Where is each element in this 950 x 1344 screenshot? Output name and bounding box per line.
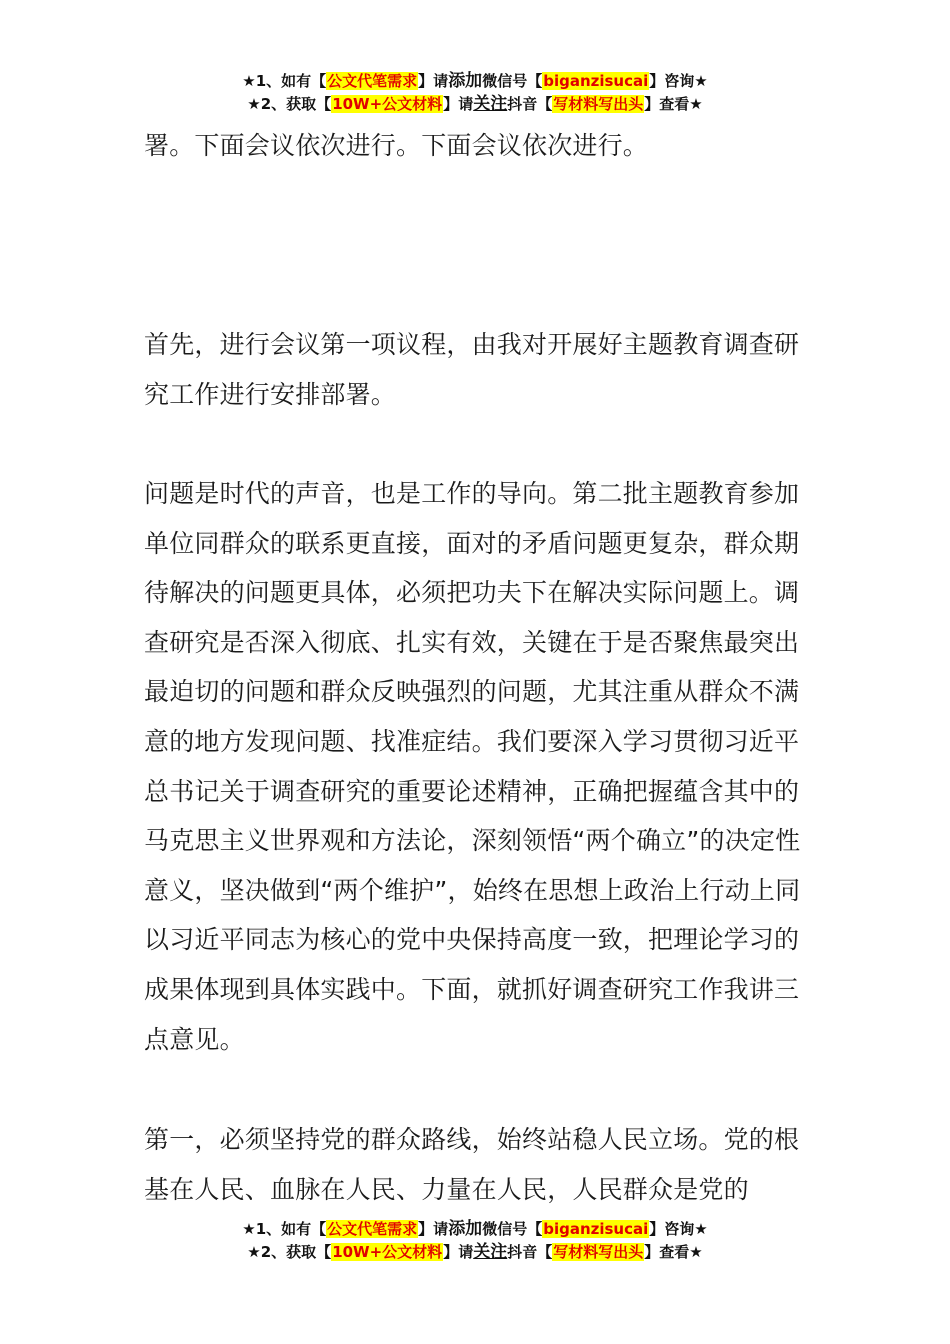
banner-text: 】咨询★ [649,1220,708,1238]
banner-emphasis: 关注 [473,1242,508,1262]
banner-wechat-id: biganzisucai [543,72,649,90]
banner-text: 抖音【 [507,1243,553,1261]
banner-line-2 [0,93,950,116]
banner-highlight: 10W+公文材料 [332,95,443,113]
banner-text: 】请 [443,1243,474,1261]
banner-text: 】查看★ [644,1243,703,1261]
header-banner [0,70,950,116]
banner-highlight: 公文代笔需求 [327,1220,418,1238]
paragraph-first-point: 第一，必须坚持党的群众路线，始终站稳人民立场。党的根基在人民、血脉在人民、力量在人民，人民群众是党的 [144,1125,800,1204]
banner-text: 】请 [443,95,474,113]
banner-text: ★2、获取【 [247,95,332,113]
banner-text: 】咨询★ [649,72,708,90]
banner-highlight: 10W+公文材料 [332,1243,443,1261]
banner-highlight: 公文代笔需求 [327,72,418,90]
banner-text: 抖音【 [507,95,553,113]
banner-text: 】请 [418,1220,449,1238]
footer-banner [0,1218,950,1264]
banner-emphasis: 添加 [448,1219,483,1239]
banner-douyin-id: 写材料写出头 [553,95,644,113]
banner-text: 微信号【 [482,72,543,90]
banner-douyin-id: 写材料写出头 [553,1243,644,1261]
paragraph-agenda: 首先，进行会议第一项议程，由我对开展好主题教育调查研究工作进行安排部署。 [144,330,800,409]
banner-emphasis: 添加 [448,71,483,91]
banner-line-1 [0,70,950,93]
banner-text: ★1、如有【 [242,1220,327,1238]
paragraph-problems: 问题是时代的声音，也是工作的导向。第二批主题教育参加单位同群众的联系更直接，面对的矛盾问题更复杂，群众期待解决的问题更具体，必须把功夫下在解决实际问题上。调查研究是否深入彻底、扎实有效，关键在于是否聚焦最突出最迫切的问题和群众反映强烈的问题，尤其注重从群众不满意的地方发现问题、找准症结。我们要深入学习贯彻习近平总书记关于调查研究的重要论述精神，正确把握蕴含其中的马克思主义世界观和方法论，深刻领悟“两个确立”的决定性意义，坚决做到“两个维护”，始终在思想上政治上行动上同以习近平同志为核心的党中央保持高度一致，把理论学习的成果体现到具体实践中。下面，就抓好调查研究工作我讲三点意见。 [144,479,801,1054]
banner-wechat-id: biganzisucai [543,1220,649,1238]
banner-text: 】请 [418,72,449,90]
banner-text: 微信号【 [482,1220,543,1238]
banner-text: 】查看★ [644,95,703,113]
paragraph-continuation: 署。下面会议依次进行。下面会议依次进行。 [144,131,649,160]
banner-emphasis: 关注 [473,94,508,114]
banner-line-1 [0,1218,950,1241]
banner-line-2 [0,1241,950,1264]
banner-text: ★1、如有【 [242,72,327,90]
banner-text: ★2、获取【 [247,1243,332,1261]
